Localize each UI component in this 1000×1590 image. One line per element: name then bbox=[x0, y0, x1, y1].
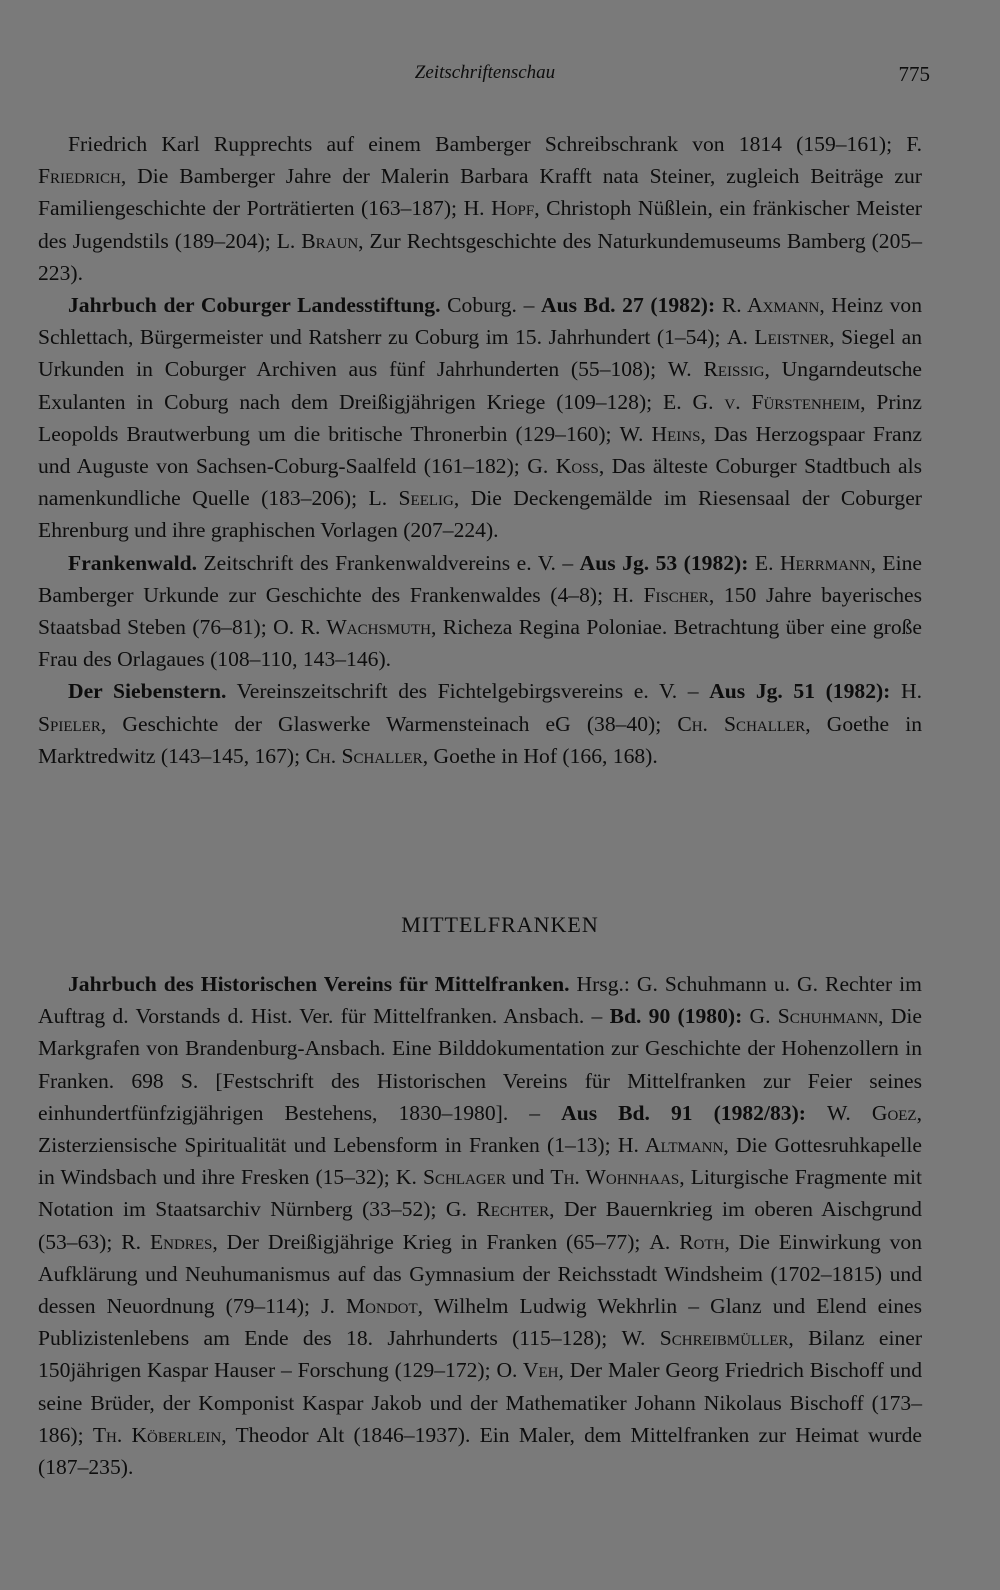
text-run: Friedrich Karl Rupprechts auf einem Bamberger Schreibschrank von 1814 (159–161); bbox=[68, 132, 907, 156]
text-run bbox=[890, 679, 901, 703]
text-run: , Richeza Regina Poloniae. Betrachtung über eine große Frau des Orlagaues (108–110, 143–146). bbox=[38, 615, 923, 672]
text-run: Vereinszeitschrift des Fichtelgebirgsvereins e. V. – bbox=[226, 679, 710, 704]
running-head-title: Zeitschriftenschau bbox=[414, 62, 556, 83]
author-name: H. Altmann bbox=[617, 1133, 724, 1158]
paragraph bbox=[38, 289, 922, 547]
bold-label: Bd. 90 (1980): bbox=[609, 1004, 743, 1029]
text-run: , Christoph Nüßlein, ein fränkischer Meister des Jugendstils (189–204); bbox=[38, 196, 922, 253]
text-run: , Bilanz einer 150jährigen Kaspar Hauser – Forschung (129–172); bbox=[38, 1326, 923, 1383]
author-name: Ch. Schaller bbox=[305, 743, 423, 768]
text-run: , Eine Bamberger Urkunde zur Geschichte des Frankenwaldes (4–8); bbox=[38, 550, 922, 607]
text-run: , Siegel an Urkunden in Coburger Archiven aus fünf Jahrhunderten (55–108); bbox=[38, 325, 923, 382]
author-name: W. Schreibmüller bbox=[621, 1326, 789, 1351]
author-name: H. Spieler bbox=[38, 679, 922, 736]
text-run: , Die Deckengemälde im Riesensaal der Coburger Ehrenburg und ihre graphischen Vorlagen (207–224). bbox=[38, 486, 922, 543]
author-name: W. Goez bbox=[827, 1100, 917, 1125]
text-run bbox=[742, 1004, 749, 1028]
running-head bbox=[40, 62, 930, 92]
text-block-lower bbox=[38, 968, 922, 1483]
text-run: , Goethe in Marktredwitz (143–145, 167); bbox=[38, 711, 922, 768]
author-name: K. Schlager bbox=[395, 1165, 506, 1190]
author-name: A. Roth bbox=[649, 1229, 725, 1254]
author-name: R. Endres bbox=[121, 1229, 213, 1254]
text-run: , 150 Jahre bayerisches Staatsbad Steben (76–81); bbox=[38, 582, 922, 640]
text-run: , Zisterziensische Spiritualität und Lebensform in Franken (1–13); bbox=[38, 1100, 923, 1158]
bold-label: Aus Bd. 27 (1982): bbox=[541, 293, 716, 318]
text-run: , Das Herzogspaar Franz und Auguste von Sachsen-Coburg-Saalfeld (161–182); bbox=[38, 421, 922, 479]
section-heading: MITTELFRANKEN bbox=[401, 912, 599, 937]
text-run: , Der Dreißigjährige Krieg in Franken (65–77); bbox=[212, 1229, 650, 1254]
text-run: , Goethe in Hof (166, 168). bbox=[422, 743, 658, 768]
paragraph bbox=[38, 547, 922, 676]
author-name: E. Herrmann bbox=[754, 550, 871, 575]
author-name: G. Schuhmann bbox=[749, 1004, 879, 1029]
text-run: , Prinz Leopolds Brautwerbung um die britische Thronerbin (129–160); bbox=[38, 389, 922, 446]
text-run: , Der Bauernkrieg im oberen Aischgrund (53–63); bbox=[38, 1197, 922, 1254]
text-run: , Geschichte der Glaswerke Warmensteinach eG (38–40); bbox=[100, 711, 678, 736]
author-name: O. Veh bbox=[496, 1358, 559, 1383]
text-run bbox=[715, 293, 722, 317]
author-name: Th. Wohnhaas bbox=[550, 1165, 680, 1190]
bold-label: Aus Jg. 53 (1982): bbox=[579, 550, 749, 575]
text-run: , Theodor Alt (1846–1937). Ein Maler, dem Mittelfranken zur Heimat wurde (187–235). bbox=[38, 1422, 923, 1480]
text-run: , Zur Rechtsgeschichte des Naturkundemuseums Bamberg (205–223). bbox=[38, 228, 922, 285]
text-run: und bbox=[505, 1165, 551, 1190]
author-name: O. R. Wachsmuth bbox=[273, 615, 431, 640]
paragraph bbox=[38, 675, 922, 772]
author-name: J. Mondot bbox=[321, 1294, 418, 1319]
text-run: , Die Einwirkung von Aufklärung und Neuhumanismus auf das Gymnasium der Reichsstadt Windsheim (1702–1815) und dessen Neuordnung (79–114); bbox=[38, 1229, 923, 1319]
text-run: , Der Maler Georg Friedrich Bischoff und seine Brüder, der Komponist Kaspar Jakob und der Mathematiker Johann Nikolaus Bischoff (173–186); bbox=[38, 1358, 922, 1447]
text-run: , Ungarndeutsche Exulanten in Coburg nach dem Dreißigjährigen Kriege (109–128); bbox=[38, 357, 922, 414]
author-name: H. Fischer bbox=[612, 582, 709, 607]
author-name: F. Friedrich bbox=[38, 132, 922, 189]
text-run: Coburg. – bbox=[440, 293, 542, 318]
author-name: L. Seelig bbox=[368, 486, 454, 511]
author-name: W. Heins bbox=[619, 421, 701, 446]
bold-label: Jahrbuch der Coburger Landesstiftung. bbox=[68, 293, 441, 318]
bold-label: Frankenwald. bbox=[68, 550, 197, 575]
text-run: , Die Gottesruhkapelle in Windsbach und ihre Fresken (15–32); bbox=[38, 1133, 923, 1190]
author-name: L. Braun bbox=[276, 228, 359, 253]
paragraph bbox=[38, 128, 922, 289]
bold-label: Der Siebenstern. bbox=[68, 679, 227, 704]
author-name: G. Rechter bbox=[445, 1197, 550, 1222]
text-run: , Heinz von Schlettach, Bürgermeister und Ratsherr zu Coburg im 15. Jahrhundert (1–54); bbox=[38, 293, 922, 350]
author-name: R. Axmann bbox=[721, 293, 820, 318]
author-name: E. G. v. Fürstenheim bbox=[663, 389, 861, 414]
text-run: Zeitschrift des Frankenwaldvereins e. V. – bbox=[196, 550, 580, 575]
text-block-upper bbox=[38, 128, 922, 772]
text-run: , Das älteste Coburger Stadtbuch als namenkundliche Quelle (183–206); bbox=[38, 454, 922, 511]
paragraph bbox=[38, 968, 922, 1483]
author-name: G. Koss bbox=[527, 454, 599, 479]
text-run: Hrsg.: G. Schuhmann u. G. Rechter im Auftrag d. Vorstands d. Hist. Ver. für Mittelfranken. Ansbach. – bbox=[38, 972, 922, 1029]
bold-label: Jahrbuch des Historischen Vereins für Mittelfranken. bbox=[68, 972, 570, 996]
text-run: , Liturgische Fragmente mit Notation im Staatsarchiv Nürnberg (33–52); bbox=[38, 1165, 922, 1222]
bold-label: Aus Bd. 91 (1982/83): bbox=[561, 1100, 806, 1125]
text-run bbox=[806, 1101, 827, 1125]
text-run: , Die Bamberger Jahre der Malerin Barbara Krafft nata Steiner, zugleich Beiträge zur Familiengeschichte der Porträtierten (163–187); bbox=[38, 164, 922, 221]
text-run: , Wilhelm Ludwig Wekhrlin – Glanz und Elend eines Publizistenlebens am Ende des 18. Jahrhunderts (115–128); bbox=[38, 1294, 922, 1351]
author-name: Th. Köberlein bbox=[92, 1422, 222, 1447]
page-number: 775 bbox=[898, 62, 930, 86]
author-name: Ch. Schaller bbox=[677, 711, 806, 736]
author-name: W. Reissig bbox=[667, 357, 765, 382]
text-run: , Die Markgrafen von Brandenburg-Ansbach. Eine Bilddokumentation zur Geschichte der Hohenzollern in Franken. 698 S. [Festschrift des Historischen Vereins für Mittelfranken zur Feier seines einhundertfünfzigjährigen Bestehens, 1830–1980]. – bbox=[38, 1004, 922, 1125]
bold-label: Aus Jg. 51 (1982): bbox=[709, 679, 891, 704]
author-name: H. Hopf bbox=[463, 196, 535, 221]
author-name: A. Leistner bbox=[726, 325, 830, 350]
